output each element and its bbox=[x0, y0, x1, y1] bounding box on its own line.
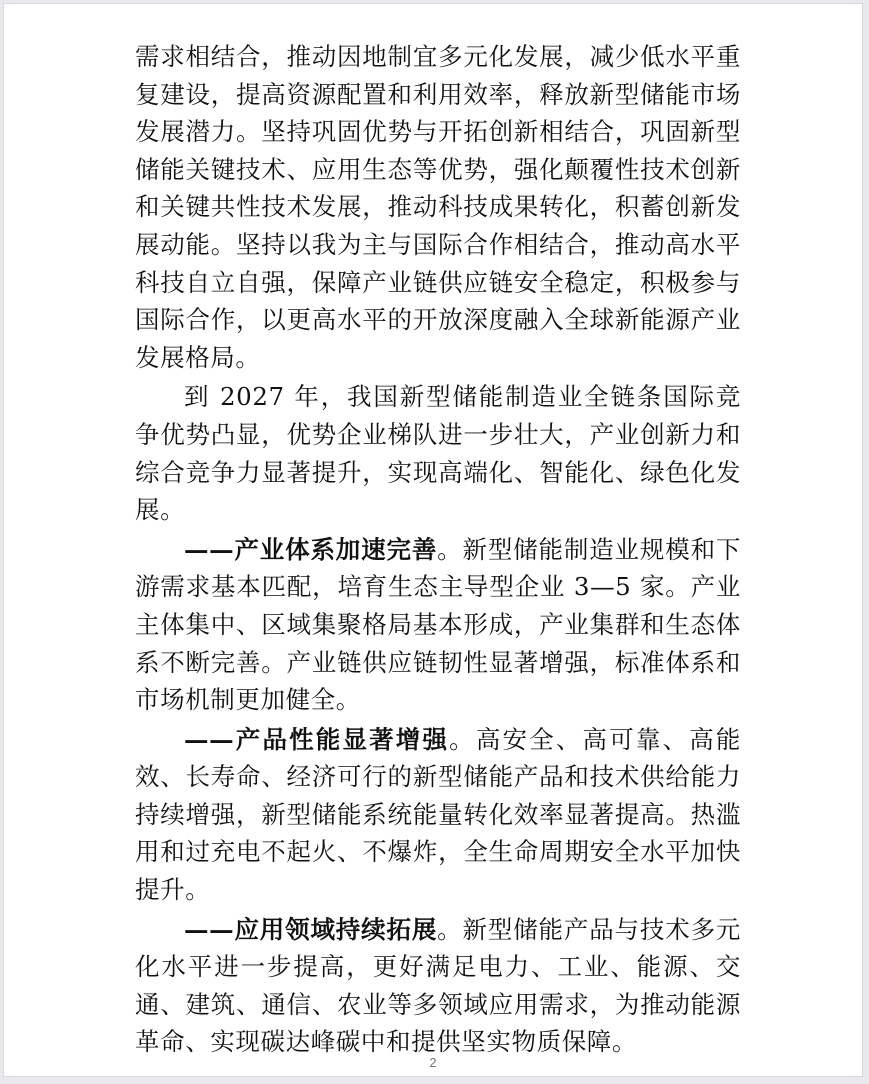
paragraph-industrial-system bbox=[135, 531, 741, 719]
paragraph-text: 到 2027 年，我国新型储能制造业全链条国际竞争优势凸显，优势企业梯队进一步壮大，产业创新力和综合竞争力显著提升，实现高端化、智能化、绿色化发展。 bbox=[135, 382, 741, 525]
paragraph-application-fields bbox=[135, 911, 741, 1061]
paragraph-heading: ——应用领域持续拓展 bbox=[184, 914, 438, 944]
body-text bbox=[135, 38, 741, 1063]
paragraph-heading: ——产品性能显著增强 bbox=[184, 724, 450, 754]
paragraph-text: 需求相结合，推动因地制宜多元化发展，减少低水平重复建设，提高资源配置和利用效率，释放新型储能市场发展潜力。坚持巩固优势与开拓创新相结合，巩固新型储能关键技术、应用生态等优势，强化颠覆性技术创新和关键共性技术发展，推动科技成果转化，积蓄创新发展动能。坚持以我为主与国际合作相结合，推动高水平科技自立自强，保障产业链供应链安全稳定，积极参与国际合作，以更高水平的开放深度融入全球新能源产业发展格局。 bbox=[135, 42, 741, 372]
page-number: 2 bbox=[429, 1055, 437, 1070]
paragraph-text: 。新型储能产品与技术多元化水平进一步提高，更好满足电力、工业、能源、交通、建筑、通信、农业等多领域应用需求，为推动能源革命、实现碳达峰碳中和提供坚实物质保障。 bbox=[135, 914, 742, 1057]
paragraph-2027-goal bbox=[135, 378, 741, 528]
paragraph-text: 。新型储能制造业规模和下游需求基本匹配，培育生态主导型企业 3—5 家。产业主体集中、区域集聚格局基本形成，产业集群和生态体系不断完善。产业链供应链韧性显著增强，标准体系和市场机制更加健全。 bbox=[135, 534, 742, 715]
document-page bbox=[3, 3, 863, 1077]
paragraph-text: 。高安全、高可靠、高能效、长寿命、经济可行的新型储能产品和技术供给能力持续增强，新型储能系统能量转化效率显著提高。热滥用和过充电不起火、不爆炸，全生命周期安全水平加快提升。 bbox=[135, 724, 742, 905]
paragraph-heading: ——产业体系加速完善 bbox=[184, 534, 438, 564]
paragraph-continuation bbox=[135, 38, 741, 376]
paragraph-product-performance bbox=[135, 721, 741, 909]
